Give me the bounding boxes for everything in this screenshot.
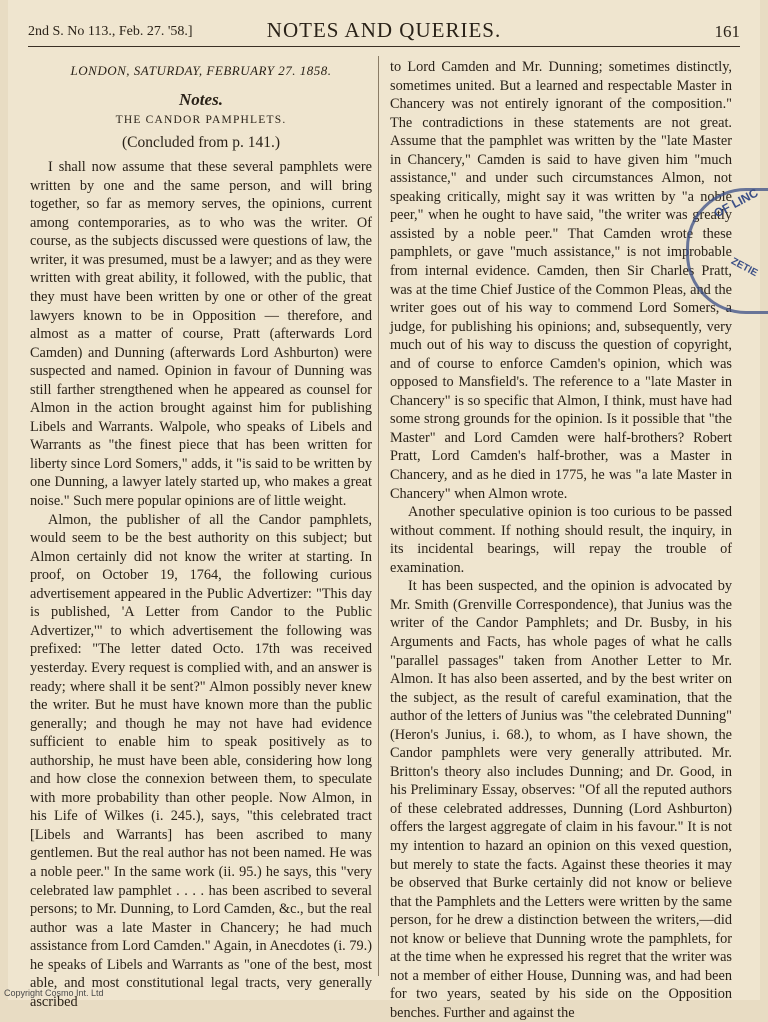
column-divider	[378, 56, 379, 976]
running-header	[28, 18, 740, 47]
journal-title: NOTES AND QUERIES.	[266, 18, 502, 42]
paragraph: Almon, the publisher of all the Candor pamphlets, would seem to be the best authority on this subject; but Almon certainly did not know the writer at starting. In proof, on October 19, 1764, the following curious advertisement appeared in the Public Advertizer: "This day is published, 'A Letter from Candor to the Public Advertizer,'" to which advertisement the following was prefixed: "The letter dated Octo. 17th was received yesterday. Every request is complied with, and an answer is ready; where shall it be sent?" Almon possibly never knew the writer. But he must have known more than the public generally; and though he may not have had evidence sufficient to enable him to speak positively as to authorship, he must have been able, considering how long and how close the connexion between them, to speculate with more probability than other people. Now Almon, in his Life of Wilkes (i. 245.), says, "this celebrated tract [Libels and Warrants] has been ascribed to many gentlemen. But the real author has not been named. He was a noble peer." In the same work (ii. 95.) he says, this "very celebrated law pamphlet . . . . has been ascribed to several persons; to Mr. Dunning, to Lord Camden, &c., but the real author was a late Master in Chancery; he had much assistance from Lord Camden." Again, in Anecdotes (i. 79.) he speaks of Libels and Warrants as "one of the best, most able, and most constitutional legal tracts, very generally ascribed	[30, 511, 372, 1010]
copyright-notice: Copyright Cosmo Int. Ltd	[4, 988, 104, 998]
paragraph: It has been suspected, and the opinion is advocated by Mr. Smith (Grenville Correspondence), that Junius was the writer of the Candor Pamphlets; and Dr. Busby, in his Arguments and Facts, has whole pages of what he calls "parallel passages" taken from Another Letter to Mr. Almon. It has also been asserted, and by the best writer on the subject, as the result of careful examination, that the author of the letters of Junius was "the celebrated Dunning" (Heron's Junius, i. 68.), to whom, as I have shown, the Candor pamphlets were very generally attributed. Mr. Britton's theory also includes Dunning; and Dr. Good, in his Preliminary Essay, observes: "Of all the reputed authors of these celebrated addresses, Dunning (Lord Ashburton) offers the largest aggregate of claim in his favour." It is not my intention to hazard an opinion on this vexed question, but merely to state the facts. Against these theories it may be observed that Burke certainly did not know or believe that the Pamphlets and the Letters were written by the same person, for he drew a distinction between the writers,—did not know or believe that Dunning wrote the pamphlets, for at the time when he expressed his regret that the writer was not a member of either House, Dunning was, and had been for two years, seated by his side on the Opposition benches. Further and against the	[390, 578, 732, 1021]
paragraph: I shall now assume that these several pamphlets were written by one and the same person, and will bring together, so far as memory serves, the opinions, current among contemporaries, as to who was the writer. Of course, as the subjects discussed were questions of law, the writer, it was presumed, must be a lawyer; and as they were written with great ability, it followed, with the public, that they must have been written by one or other of the great lawyers known to be in Opposition — therefore, and almost as a matter of course, Pratt (afterwards Lord Camden) and Dunning (afterwards Lord Ashburton) were suspected and named. Opinion in favour of Dunning was still farther strengthened when he appeared as counsel for Almon in the action brought against him for publishing Libels and Warrants. Walpole, who speaks of Libels and Warrants as "the finest piece that has been written for liberty since Lord Somers," adds, it "is said to be written by one Dunning, a lawyer lately started up, who makes a great noise." Such mere popular opinions are of little weight.	[30, 159, 372, 510]
article-title: THE CANDOR PAMPHLETS.	[115, 114, 287, 127]
paragraph: Another speculative opinion is too curious to be passed without comment. If nothing should result, the inquiry, in its incidental bearings, will repay the trouble of examination.	[390, 504, 732, 576]
stamp-text: OF LINC	[711, 185, 761, 221]
stamp-text: ZETIE	[729, 255, 760, 280]
dateline: LONDON, SATURDAY, FEBRUARY 27. 1858.	[70, 63, 332, 78]
right-column	[390, 58, 732, 1022]
left-column	[30, 58, 372, 1011]
section-heading: Notes.	[179, 89, 223, 109]
page-number: 161	[714, 22, 740, 41]
paragraph: to Lord Camden and Mr. Dunning; sometimes distinctly, sometimes united. But a learned and respectable Master in Chancery was not entirely ignorant of the composition." The contradictions in these statements are not great. Assume that the pamphlet was written by the "late Master in Chancery," Camden is said to have given him "much assistance," and under such circumstances Almon, not speaking critically, might say it was written by "a noble peer," when he ought to have said, "the writer was greatly assisted by a noble peer." That Camden wrote these pamphlets, or gave "much assistance," is not improbable from internal evidence. Camden, then Sir Charles Pratt, was at the time Chief Justice of the Common Pleas, and the writer goes out of his way to commend Lord Somers, a judge, for publishing his opinions; and, subsequently, very much out of his way to discuss the question of copyright, and of course to enforce Camden's opinion, which was opposed to Mansfield's. The reference to a "late Master in Chancery" is so specific that Almon, I think, must have had some strong grounds for the opinion. Is it possible that "the Master" and Lord Camden were half-brothers? Robert Pratt, Lord Camden's half-brother, was a Master in Chancery, and as he died in 1775, he was "a late Master in Chancery" when Almon wrote.	[390, 59, 732, 502]
issue-reference: 2nd S. No 113., Feb. 27. '58.]	[28, 24, 193, 39]
continuation-note: (Concluded from p. 141.)	[122, 133, 280, 151]
journal-page	[8, 0, 760, 1021]
